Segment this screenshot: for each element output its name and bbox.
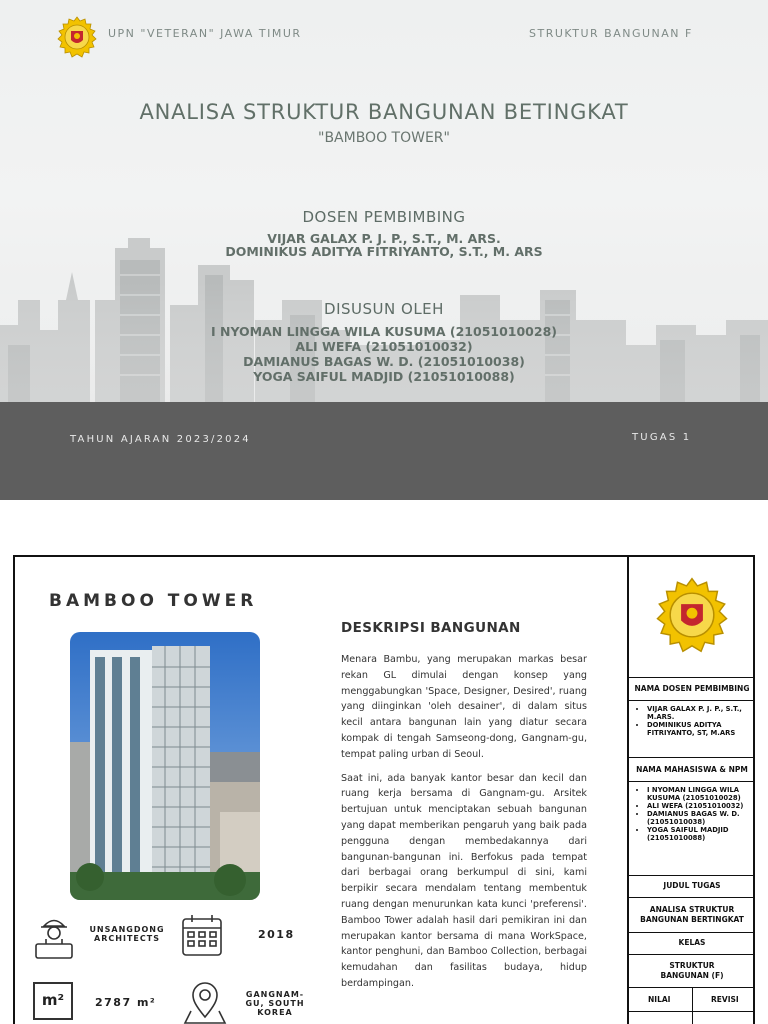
supervisor-list: [629, 701, 755, 737]
author-name: ALI WEFA (21051010032): [295, 339, 473, 354]
list-item: • VIJAR GALAX P. J. P., S.T., M.ARS.: [647, 705, 755, 721]
student-list: [629, 782, 755, 842]
grade-revision-value-row: [629, 1011, 755, 1024]
author-name: YOGA SAIFUL MADJID (21051010088): [253, 369, 515, 384]
supervisor-list-row: [629, 700, 755, 757]
task-title: ANALISA STRUKTUR BANGUNAN BERTINGKAT: [640, 905, 744, 924]
author-name: I NYOMAN LINGGA WILA KUSUMA (21051010028): [210, 324, 557, 339]
supervisor-name: VIJAR GALAX P. J. P., S.T., M. ARS.: [267, 231, 501, 246]
authors-heading: DISUSUN OLEH: [324, 300, 444, 318]
university-logo-icon: [652, 575, 732, 655]
task-title-label: JUDUL TUGAS: [663, 881, 721, 890]
architect-icon: [31, 912, 77, 962]
revision-label: REVISI: [711, 995, 739, 1004]
location-pin-icon: [183, 981, 227, 1024]
grade-revision-row: [629, 987, 755, 1011]
supervisors-heading: DOSEN PEMBIMBING: [302, 208, 466, 226]
building-location: GANGNAM-GU, SOUTH KOREA: [245, 990, 305, 1017]
report-subtitle: "BAMBOO TOWER": [318, 130, 450, 146]
description-sheet: [13, 555, 755, 1024]
university-name: UPN "VETERAN" JAWA TIMUR: [108, 27, 302, 40]
supervisor-label: NAMA DOSEN PEMBIMBING: [634, 684, 750, 693]
academic-year: TAHUN AJARAN 2023/2024: [70, 434, 251, 445]
list-item: • I NYOMAN LINGGA WILA KUSUMA (21051010028): [647, 786, 755, 802]
architect-name: UNSANGDONG ARCHITECTS: [89, 925, 165, 943]
author-name: DAMIANUS BAGAS W. D. (21051010038): [243, 354, 525, 369]
task-label: TUGAS 1: [632, 432, 692, 443]
list-item: • DOMINIKUS ADITYA FITRIYANTO, ST, M.ARS: [647, 721, 755, 737]
cover-footer-band: [0, 402, 768, 500]
sheet-main-area: [15, 557, 627, 1024]
class-value: STRUKTUR BANGUNAN (F): [660, 961, 724, 980]
class-label-row: [629, 932, 755, 954]
description-paragraph: Menara Bambu, yang merupakan markas besar rekan GL dimulai dengan konsep yang menggabungkan 'Space, Designer, Desired', ruang yang diinginkan 'oleh desainer', di dalam situs kecil antara bangunan lain yang diatur secara kompak di tengah Samseong-dong, Gangnam-gu, tempat paling urban di Seoul.: [341, 654, 587, 760]
building-title: BAMBOO TOWER: [49, 591, 258, 611]
grade-label: NILAI: [648, 995, 671, 1004]
list-item: • ALI WEFA (21051010032): [647, 802, 755, 810]
area-icon: m²: [33, 982, 73, 1020]
cover-page: [0, 0, 768, 500]
students-label: NAMA MAHASISWA & NPM: [636, 765, 748, 774]
description-heading: DESKRIPSI BANGUNAN: [341, 620, 521, 636]
students-list-row: [629, 781, 755, 873]
supervisor-name: DOMINIKUS ADITYA FITRIYANTO, S.T., M. ARS: [225, 244, 543, 259]
class-value-row: [629, 954, 755, 987]
supervisor-label-row: [629, 677, 755, 700]
list-item: • DAMIANUS BAGAS W. D. (21051010038): [647, 810, 755, 826]
list-item: • YOGA SAIFUL MADJID (21051010088): [647, 826, 755, 842]
task-title-row: [629, 897, 755, 932]
description-text: [341, 652, 587, 1000]
students-label-row: [629, 757, 755, 781]
calendar-icon: [180, 913, 224, 959]
title-block-panel: [627, 557, 755, 1024]
course-name: STRUKTUR BANGUNAN F: [529, 27, 693, 40]
bamboo-tower-photo: [70, 632, 260, 900]
university-logo-icon: [55, 15, 99, 59]
task-title-label-row: [629, 875, 755, 897]
completion-year: 2018: [258, 928, 295, 941]
description-paragraph: Saat ini, ada banyak kantor besar dan kecil dan ruang kerja bersama di Gangnam-gu. Arsitek bertujuan untuk menciptakan sebuah bangunan yang dapat memberikan pengaruh yang baik pada pengguna dengan membedakannya dari bangunan-bangunan ini. Berfokus pada tempat dari berbagai orang berkumpul di sini, kami berpikir secara mendalam tentang membentuk ruang dengan menurunkan kata kunci 'preferensi'. Bamboo Tower adalah hasil dari pemikiran ini dan merupakan kantor bersama di mana WorkSpace, kantor penghuni, dan Bamboo Collection, berbagai kemudahan dan fasilitas budaya, hidup berdampingan.: [341, 772, 587, 989]
class-label: KELAS: [678, 938, 706, 947]
building-area: 2787 m²: [95, 996, 157, 1009]
report-title: ANALISA STRUKTUR BANGUNAN BETINGKAT: [139, 100, 629, 124]
